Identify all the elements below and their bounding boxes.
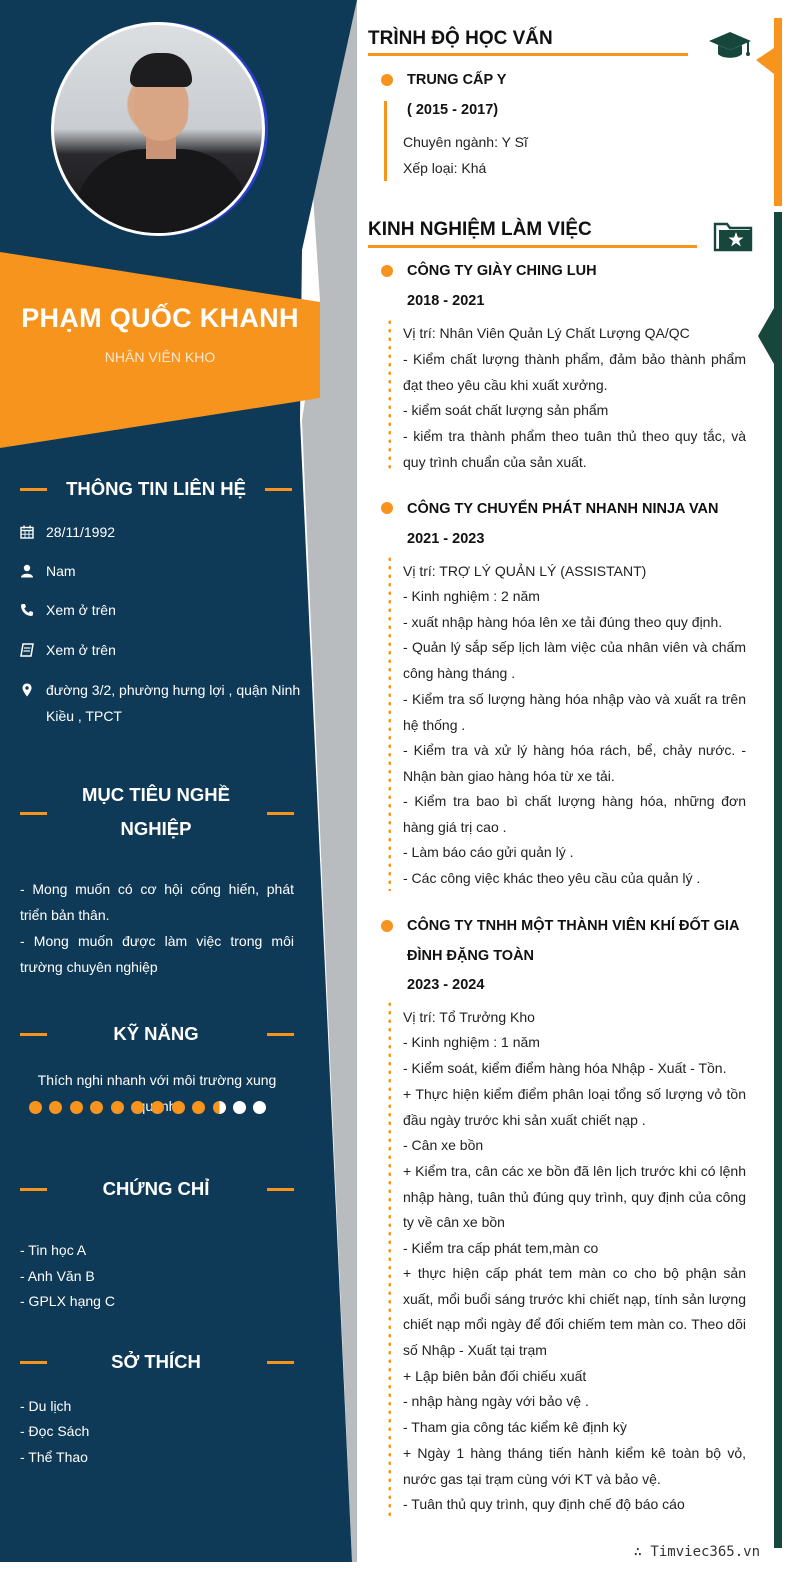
experience-period: 2018 - 2021 <box>407 293 485 309</box>
timeline-dotted-bar <box>388 318 391 472</box>
experience-detail: - Kiểm tra và xử lý hàng hóa rách, bể, chảy nước. - Nhận bàn giao hàng hóa từ xe tải. <box>403 742 746 784</box>
certificate-item: - Tin học A <box>20 1242 87 1258</box>
skill-dot <box>131 1101 144 1114</box>
watermark-text: ∴ Timviec365.vn <box>633 1544 760 1560</box>
timeline-dot <box>381 920 393 932</box>
experience-detail: - kiểm soát chất lượng sản phẩm <box>403 402 609 418</box>
section-underline <box>368 245 697 248</box>
hobby-item: - Đọc Sách <box>20 1423 90 1439</box>
birthday-text: 28/11/1992 <box>46 524 116 540</box>
experience-section-title: KINH NGHIỆM LÀM VIỆC <box>368 219 592 240</box>
graduation-cap-icon <box>708 30 752 62</box>
experience-detail: - Làm báo cáo gửi quản lý . <box>403 844 574 860</box>
timeline-dot <box>381 74 393 86</box>
experience-detail: + Thực hiện kiểm điểm phân loại tổng số lượng vỏ tồn đầu ngày trước khi sản xuất chiết nạp . <box>403 1086 746 1128</box>
education-school: TRUNG CẤP Y <box>407 72 507 88</box>
candidate-role: NHÂN VIÊN KHO <box>104 349 216 365</box>
experience-detail: - nhập hàng ngày với bảo vệ . <box>403 1393 589 1409</box>
experience-detail: + Lập biên bản đối chiếu xuất <box>403 1368 587 1384</box>
experience-company: CÔNG TY CHUYỂN PHÁT NHANH NINJA VAN <box>407 501 719 517</box>
experience-detail: - Kiểm soát, kiểm điểm hàng hóa Nhập - Xuất - Tồn. <box>403 1060 727 1076</box>
candidate-name: PHẠM QUỐC KHANH <box>21 303 299 333</box>
experience-detail: Vị trí: Nhân Viên Quản Lý Chất Lượng QA/QC <box>403 325 690 341</box>
experience-detail: - Tuân thủ quy trình, quy định chế độ báo cáo <box>403 1496 685 1512</box>
phone-icon <box>20 603 34 617</box>
education-detail: Xếp loại: Khá <box>403 160 487 176</box>
email-icon <box>20 643 34 657</box>
hobbies-section-title: SỞ THÍCH <box>111 1351 201 1372</box>
skill-name: Thích nghi nhanh với môi trường xung <box>37 1072 277 1088</box>
right-edge-decoration <box>756 18 786 1548</box>
skill-dot <box>111 1101 124 1114</box>
experience-detail: - Kiểm tra cấp phát tem,màn co <box>403 1240 599 1256</box>
experience-detail: - Kinh nghiệm : 2 năm <box>403 588 540 604</box>
experience-detail: - xuất nhập hàng hóa lên xe tải đúng theo quy định. <box>403 614 723 630</box>
skill-dot <box>29 1101 42 1114</box>
section-dash-right <box>267 1033 294 1036</box>
experience-detail: - Cân xe bồn <box>403 1137 484 1153</box>
certificates-section-title: CHỨNG CHỈ <box>102 1178 210 1199</box>
skills-section-title: KỸ NĂNG <box>113 1023 199 1044</box>
skill-dot <box>213 1101 226 1114</box>
section-dash-right <box>267 812 294 815</box>
objective-section-title-line1: MỤC TIÊU NGHỀ <box>82 784 230 805</box>
email-text: Xem ở trên <box>46 642 116 658</box>
calendar-icon <box>20 525 34 539</box>
hobby-item: - Du lịch <box>20 1398 72 1414</box>
experience-detail: + Kiểm tra, cân các xe bồn đã lên lịch trước khi có lệnh nhập hàng, tuân thủ đúng quy trình, quy định của công ty về cân xe bồn <box>403 1163 746 1231</box>
section-dash-right <box>265 488 292 491</box>
objective-text: - Mong muốn có cơ hội cống hiến, phát triển bản thân. - Mong muốn được làm việc trong môi trường chuyên nghiệp <box>20 881 294 975</box>
experience-company: CÔNG TY TNHH MỘT THÀNH VIÊN KHÍ ĐỐT GIA ĐÌNH ĐẶNG TOÀN <box>407 918 739 964</box>
experience-detail: - Quản lý sắp sếp lịch làm việc của nhân viên và chấm công hàng tháng . <box>403 639 746 681</box>
address-text: đường 3/2, phường hưng lợi , quận Ninh Kiều , TPCT <box>46 682 301 724</box>
experience-detail: - Kiểm tra bao bì chất lượng hàng hóa, những đơn hàng giá trị cao . <box>403 793 746 835</box>
experience-detail: + thực hiện cấp phát tem màn co cho bộ phận sản xuất, mổi buổi sáng trước khi chiết nạp, tính sản lượng chiết nạp mổi ngày để đối chiếm tem màn co. Theo dõi số Nhập - Xuất tại trạm <box>403 1265 746 1358</box>
skill-dot <box>172 1101 185 1114</box>
experience-period: 2023 - 2024 <box>407 977 485 993</box>
user-icon <box>20 564 34 578</box>
certificate-item: - Anh Văn B <box>20 1268 95 1284</box>
phone-text: Xem ở trên <box>46 602 116 618</box>
certificate-item: - GPLX hạng C <box>20 1293 115 1309</box>
experience-company: CÔNG TY GIÀY CHING LUH <box>407 263 597 279</box>
avatar <box>51 22 265 236</box>
section-dash-right <box>267 1188 294 1191</box>
objective-section-title-line2: NGHIỆP <box>120 818 192 839</box>
experience-detail: - Kiểm chất lượng thành phẩm, đảm bảo thành phẩm đạt theo yêu cầu khi xuất xưởng. <box>403 351 746 393</box>
skill-dot <box>70 1101 83 1114</box>
experience-detail: Vị trí: TRỢ LÝ QUẢN LÝ (ASSISTANT) <box>403 563 647 579</box>
experience-detail: - Các công việc khác theo yêu cầu của quản lý . <box>403 870 701 886</box>
timeline-dotted-bar <box>388 1000 391 1516</box>
location-pin-icon <box>20 683 34 697</box>
experience-detail: - Kinh nghiệm : 1 năm <box>403 1034 540 1050</box>
experience-detail: - Tham gia công tác kiểm kê định kỳ <box>403 1419 627 1435</box>
skill-dot <box>233 1101 246 1114</box>
experience-detail: + Ngày 1 hàng tháng tiến hành kiểm kê toàn bộ vỏ, nước gas tại trạm cùng với KT và bảo vệ. <box>403 1445 746 1487</box>
experience-detail: - Kiểm tra số lượng hàng hóa nhập vào và xuất ra trên hệ thống . <box>403 691 746 733</box>
experience-detail: Vị trí: Tổ Trưởng Kho <box>403 1009 535 1025</box>
contact-section-title: THÔNG TIN LIÊN HỆ <box>66 478 246 499</box>
folder-star-icon <box>713 220 753 252</box>
timeline-dotted-bar <box>388 555 391 891</box>
hobby-item: - Thể Thao <box>20 1449 88 1465</box>
experience-period: 2021 - 2023 <box>407 531 485 547</box>
timeline-bar <box>384 101 387 181</box>
gender-text: Nam <box>46 563 76 579</box>
timeline-dot <box>381 265 393 277</box>
timeline-dot <box>381 502 393 514</box>
education-detail: Chuyên ngành: Y Sĩ <box>403 134 528 150</box>
section-underline <box>368 53 688 56</box>
education-section-title: TRÌNH ĐỘ HỌC VẤN <box>368 28 553 49</box>
education-period: ( 2015 - 2017) <box>407 102 499 118</box>
experience-detail: - kiểm tra thành phẩm theo tuân thủ theo quy tắc, và quy trình chuẩn của sản xuất. <box>403 428 746 470</box>
section-dash-right <box>267 1361 294 1364</box>
